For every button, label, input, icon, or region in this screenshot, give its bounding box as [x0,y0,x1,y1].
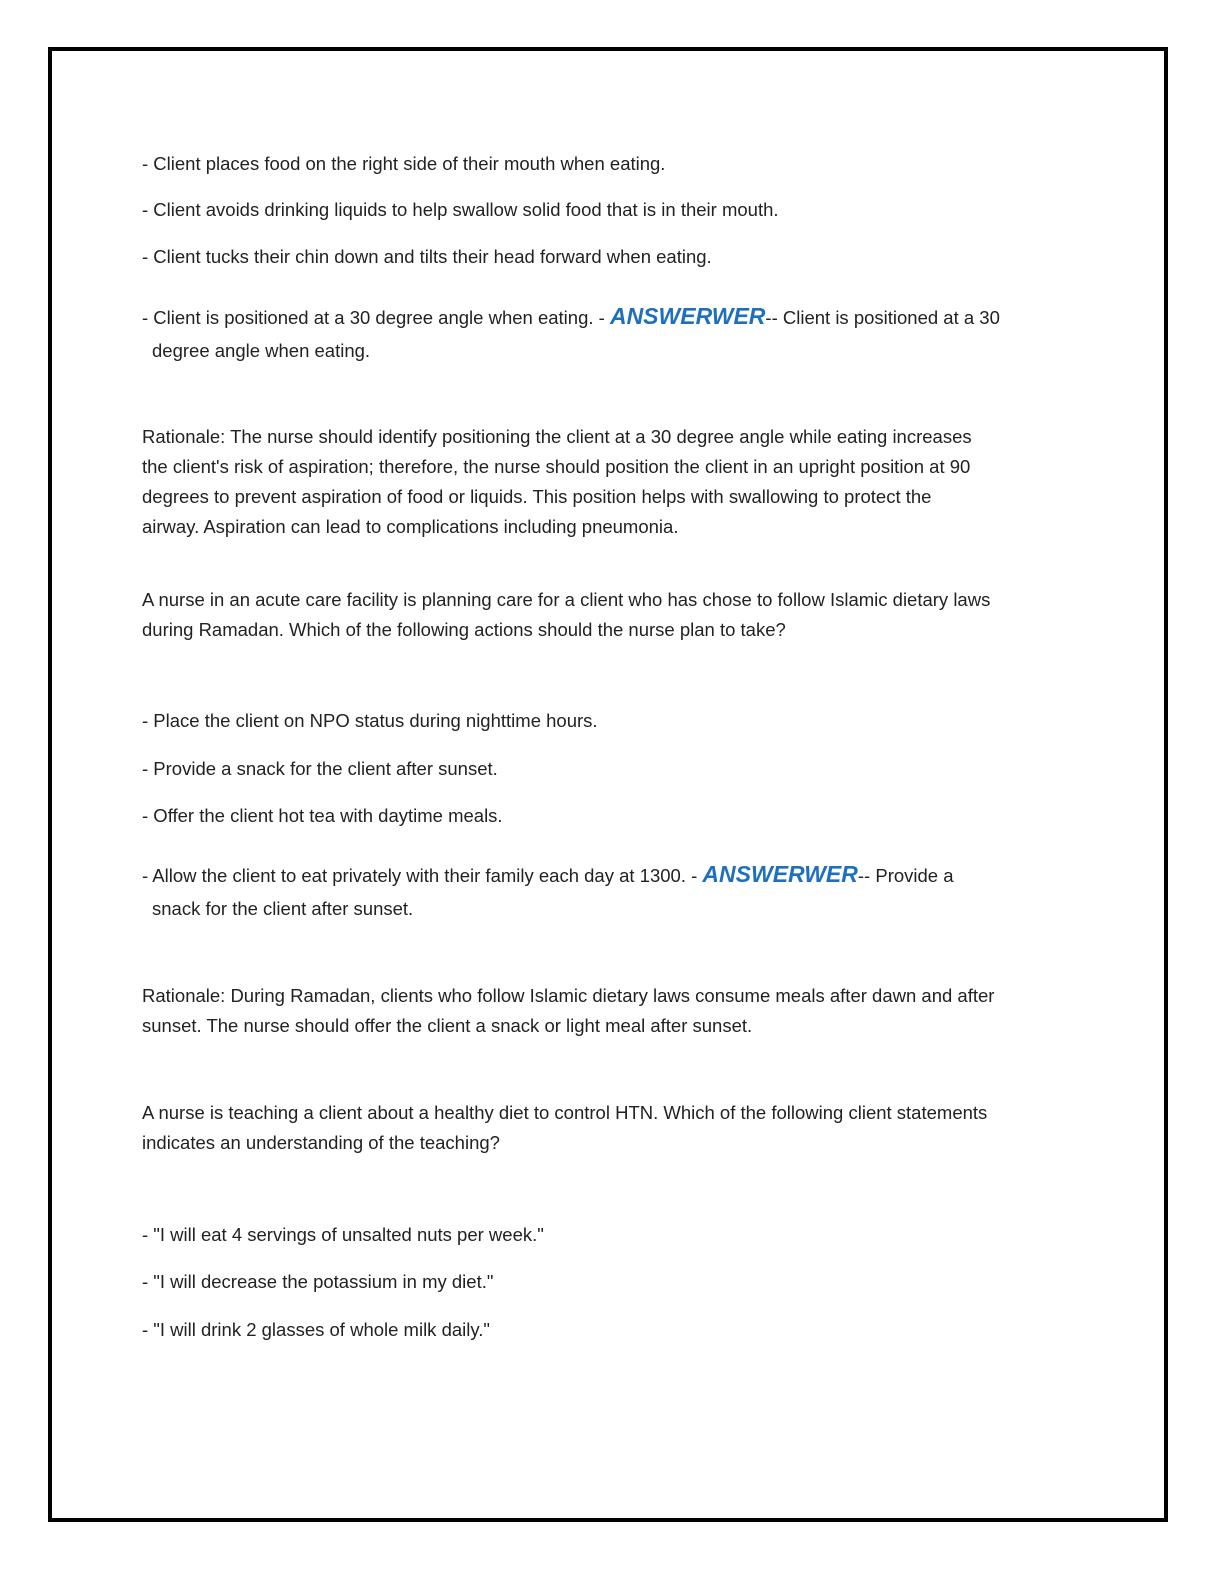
question-line: indicates an understanding of the teaching? [142,1132,500,1153]
q3-option-2: - "I will decrease the potassium in my diet." [142,1271,494,1292]
q2-answer-text: -- Provide a [857,865,954,886]
q1-option-4-text: - Client is positioned at a 30 degree angle when eating. - [142,307,610,328]
q3-option-1: - "I will eat 4 servings of unsalted nuts per week." [142,1224,544,1245]
rationale-line: sunset. The nurse should offer the client a snack or light meal after sunset. [142,1015,753,1036]
rationale-line: degrees to prevent aspiration of food or liquids. This position helps with swallowing to protect the [142,486,932,507]
rationale-line: the client's risk of aspiration; therefore, the nurse should position the client in an upright position at 90 [142,456,971,477]
q2-option-4-text: - Allow the client to eat privately with their family each day at 1300. - [142,865,703,886]
q1-option-3: - Client tucks their chin down and tilts their head forward when eating. [142,246,712,267]
rationale-line: Rationale: During Ramadan, clients who follow Islamic dietary laws consume meals after dawn and after [142,985,995,1006]
q1-rationale [142,422,1077,542]
q2-option-2: - Provide a snack for the client after sunset. [142,758,498,779]
q2-question [142,585,1077,645]
question-line: A nurse is teaching a client about a healthy diet to control HTN. Which of the following client statements [142,1102,988,1123]
rationale-line: airway. Aspiration can lead to complications including pneumonia. [142,516,679,537]
answer-tag: ANSWERWER [609,303,766,329]
q2-option-3: - Offer the client hot tea with daytime meals. [142,805,503,826]
q1-option-1: - Client places food on the right side of their mouth when eating. [142,153,666,174]
q1-option-2: - Client avoids drinking liquids to help swallow solid food that is in their mouth. [142,199,779,220]
question-line: A nurse in an acute care facility is planning care for a client who has chose to follow Islamic dietary laws [142,589,991,610]
q3-option-3: - "I will drink 2 glasses of whole milk daily." [142,1319,490,1340]
question-line: during Ramadan. Which of the following actions should the nurse plan to take? [142,619,786,640]
q2-option-4 [142,858,1072,925]
q2-option-1: - Place the client on NPO status during nighttime hours. [142,710,598,731]
q2-answer-continuation: snack for the client after sunset. [152,898,414,919]
answer-tag: ANSWERWER [702,861,858,887]
q2-rationale [142,981,1077,1041]
q3-question [142,1098,1077,1158]
q1-option-4 [142,300,1072,367]
q1-answer-text: -- Client is positioned at a 30 [765,307,1000,328]
rationale-line: Rationale: The nurse should identify positioning the client at a 30 degree angle while eating increases [142,426,972,447]
q1-answer-continuation: degree angle when eating. [152,340,371,361]
